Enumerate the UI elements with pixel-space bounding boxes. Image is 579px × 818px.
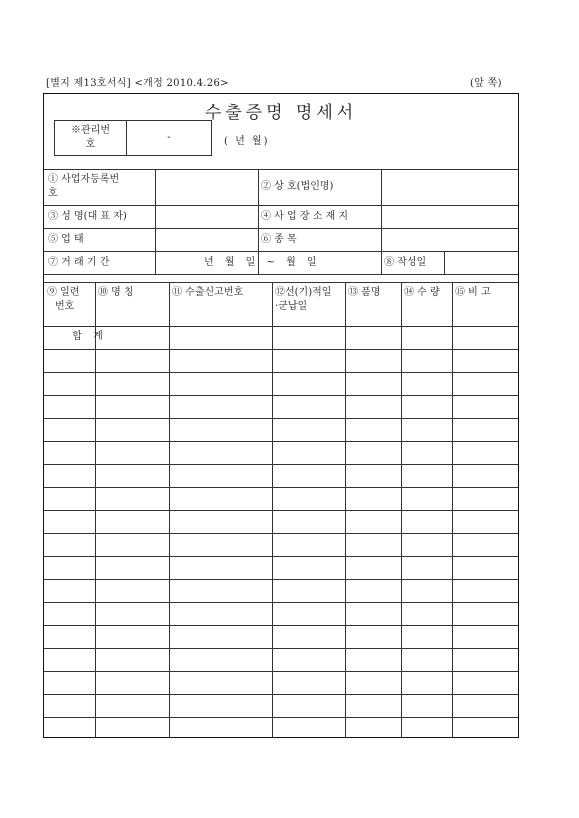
table-cell[interactable] bbox=[273, 373, 345, 395]
column-header: ⑨ 일련 번호 bbox=[47, 287, 80, 312]
table-cell[interactable] bbox=[453, 603, 518, 625]
column-header: ⑭ 수 량 bbox=[404, 287, 440, 298]
table-cell[interactable] bbox=[346, 511, 401, 533]
table-cell[interactable] bbox=[45, 534, 95, 556]
table-cell[interactable] bbox=[453, 488, 518, 510]
table-cell[interactable] bbox=[453, 465, 518, 487]
trade-name-label: ② 상 호(법인명) bbox=[261, 181, 334, 192]
table-cell[interactable] bbox=[96, 373, 169, 395]
table-cell[interactable] bbox=[96, 396, 169, 418]
table-cell[interactable] bbox=[96, 488, 169, 510]
table-cell[interactable] bbox=[45, 557, 95, 579]
form-reference: [별지 제13호서식] <개정 2010.4.26> bbox=[46, 78, 229, 89]
trade-period-value[interactable]: 년 월 일 ~ 월 일 bbox=[204, 257, 317, 268]
table-cell[interactable] bbox=[346, 396, 401, 418]
table-cell[interactable] bbox=[96, 649, 169, 671]
table-cell[interactable] bbox=[45, 580, 95, 602]
divider bbox=[44, 251, 518, 252]
table-cell[interactable] bbox=[453, 557, 518, 579]
table-cell[interactable] bbox=[45, 350, 95, 372]
table-cell[interactable] bbox=[45, 695, 95, 717]
table-cell[interactable] bbox=[273, 580, 345, 602]
table-cell[interactable] bbox=[45, 649, 95, 671]
table-cell[interactable] bbox=[402, 603, 452, 625]
table-cell[interactable] bbox=[273, 695, 345, 717]
table-cell[interactable] bbox=[170, 534, 272, 556]
table-cell[interactable] bbox=[170, 396, 272, 418]
table-cell[interactable] bbox=[453, 534, 518, 556]
table-cell[interactable] bbox=[402, 649, 452, 671]
business-item-label: ⑥ 종 목 bbox=[261, 234, 297, 245]
table-cell[interactable] bbox=[453, 396, 518, 418]
table-cell[interactable] bbox=[170, 488, 272, 510]
table-cell[interactable] bbox=[170, 603, 272, 625]
table-cell[interactable] bbox=[170, 350, 272, 372]
table-cell[interactable] bbox=[45, 396, 95, 418]
table-cell[interactable] bbox=[453, 511, 518, 533]
table-cell[interactable] bbox=[96, 695, 169, 717]
table-cell[interactable] bbox=[402, 557, 452, 579]
divider bbox=[44, 228, 518, 229]
table-cell[interactable] bbox=[453, 580, 518, 602]
table-cell[interactable] bbox=[273, 396, 345, 418]
period-field[interactable]: ( 년 월) bbox=[224, 136, 270, 147]
table-cell[interactable] bbox=[96, 557, 169, 579]
divider bbox=[44, 274, 518, 275]
table-cell[interactable] bbox=[45, 465, 95, 487]
table-cell[interactable] bbox=[346, 672, 401, 694]
table-cell[interactable] bbox=[402, 350, 452, 372]
table-cell[interactable] bbox=[402, 718, 452, 740]
table-cell[interactable] bbox=[45, 626, 95, 648]
form-title: 수출증명 명세서 bbox=[204, 103, 358, 123]
table-cell[interactable] bbox=[96, 672, 169, 694]
trade-period-label: ⑦ 거 래 기 간 bbox=[48, 257, 110, 268]
table-cell[interactable] bbox=[402, 695, 452, 717]
divider bbox=[381, 251, 382, 274]
management-number-value[interactable]: - bbox=[167, 132, 171, 143]
table-cell[interactable] bbox=[402, 419, 452, 441]
table-cell[interactable] bbox=[453, 373, 518, 395]
table-cell[interactable] bbox=[96, 580, 169, 602]
created-date-label: ⑧ 작성일 bbox=[384, 257, 427, 268]
table-cell[interactable] bbox=[273, 465, 345, 487]
column-header: ⑬ 품명 bbox=[348, 287, 381, 298]
table-cell[interactable] bbox=[453, 626, 518, 648]
divider bbox=[44, 282, 518, 283]
table-cell[interactable] bbox=[170, 718, 272, 740]
table-cell[interactable] bbox=[453, 442, 518, 464]
table-cell[interactable] bbox=[273, 442, 345, 464]
table-cell[interactable] bbox=[96, 718, 169, 740]
business-address-label: ④ 사 업 장 소 재 지 bbox=[261, 211, 349, 222]
table-cell[interactable] bbox=[170, 419, 272, 441]
table-cell[interactable] bbox=[170, 695, 272, 717]
table-cell[interactable] bbox=[45, 511, 95, 533]
table-cell[interactable] bbox=[273, 534, 345, 556]
divider bbox=[44, 205, 518, 206]
column-header: ⑪ 수출신고번호 bbox=[172, 287, 244, 298]
table-cell[interactable] bbox=[170, 373, 272, 395]
table-cell[interactable] bbox=[453, 718, 518, 740]
table-cell[interactable] bbox=[96, 419, 169, 441]
divider bbox=[381, 169, 382, 251]
business-type-label: ⑤ 업 태 bbox=[48, 234, 84, 245]
table-cell[interactable] bbox=[170, 626, 272, 648]
divider bbox=[444, 251, 445, 274]
table-cell[interactable] bbox=[402, 488, 452, 510]
table-cell[interactable] bbox=[346, 695, 401, 717]
table-cell[interactable] bbox=[346, 419, 401, 441]
management-number-box bbox=[54, 120, 212, 156]
table-cell[interactable] bbox=[273, 557, 345, 579]
table-cell[interactable] bbox=[170, 672, 272, 694]
table-cell[interactable] bbox=[45, 442, 95, 464]
table-cell[interactable] bbox=[273, 649, 345, 671]
export-certificate-form bbox=[43, 93, 519, 738]
table-cell[interactable] bbox=[346, 603, 401, 625]
table-cell[interactable] bbox=[45, 672, 95, 694]
table-cell[interactable] bbox=[346, 557, 401, 579]
table-cell[interactable] bbox=[402, 534, 452, 556]
table-cell[interactable] bbox=[346, 649, 401, 671]
table-cell[interactable] bbox=[402, 580, 452, 602]
column-header: ⑩ 명 칭 bbox=[98, 287, 134, 298]
table-cell[interactable] bbox=[170, 511, 272, 533]
table-cell[interactable] bbox=[273, 718, 345, 740]
table-cell[interactable] bbox=[170, 465, 272, 487]
column-header: ⑮ 비 고 bbox=[455, 287, 491, 298]
table-cell[interactable] bbox=[346, 442, 401, 464]
table-cell[interactable] bbox=[170, 442, 272, 464]
table-cell[interactable] bbox=[346, 580, 401, 602]
table-cell[interactable] bbox=[346, 465, 401, 487]
table-cell[interactable] bbox=[45, 419, 95, 441]
table-cell[interactable] bbox=[346, 373, 401, 395]
table-cell[interactable] bbox=[96, 350, 169, 372]
table-cell[interactable] bbox=[45, 373, 95, 395]
table-cell[interactable] bbox=[402, 373, 452, 395]
table-cell[interactable] bbox=[273, 350, 345, 372]
business-reg-no-label: ① 사업자등록번 호 bbox=[48, 174, 120, 199]
table-cell[interactable] bbox=[402, 672, 452, 694]
representative-name-label: ③ 성 명(대 표 자) bbox=[48, 211, 127, 222]
management-number-label: ※관리번 호 bbox=[55, 121, 127, 155]
table-cell[interactable] bbox=[453, 649, 518, 671]
table-cell[interactable] bbox=[346, 488, 401, 510]
table-cell[interactable] bbox=[96, 626, 169, 648]
table-cell[interactable] bbox=[273, 419, 345, 441]
table-cell[interactable] bbox=[346, 718, 401, 740]
table-cell[interactable] bbox=[453, 419, 518, 441]
table-cell[interactable] bbox=[402, 465, 452, 487]
table-cell[interactable] bbox=[273, 626, 345, 648]
table-cell[interactable] bbox=[273, 511, 345, 533]
table-cell[interactable] bbox=[96, 603, 169, 625]
table-cell[interactable] bbox=[45, 603, 95, 625]
divider bbox=[155, 169, 156, 274]
table-cell[interactable] bbox=[96, 534, 169, 556]
table-cell[interactable] bbox=[45, 718, 95, 740]
table-cell[interactable] bbox=[402, 626, 452, 648]
table-cell[interactable] bbox=[346, 534, 401, 556]
divider bbox=[44, 169, 518, 170]
table-cell[interactable] bbox=[453, 695, 518, 717]
table-cell[interactable] bbox=[346, 626, 401, 648]
table-cell[interactable] bbox=[402, 511, 452, 533]
column-header: ⑫선(기)적일 ·군납일 bbox=[275, 287, 332, 312]
table-cell[interactable] bbox=[96, 442, 169, 464]
table-cell[interactable] bbox=[96, 465, 169, 487]
table-cell[interactable] bbox=[453, 350, 518, 372]
table-divider bbox=[44, 326, 518, 327]
table-cell[interactable] bbox=[273, 488, 345, 510]
table-cell[interactable] bbox=[402, 442, 452, 464]
page-side-label: (앞 쪽) bbox=[470, 78, 502, 89]
table-cell[interactable] bbox=[170, 649, 272, 671]
table-cell[interactable] bbox=[273, 603, 345, 625]
table-cell[interactable] bbox=[402, 396, 452, 418]
table-cell[interactable] bbox=[273, 672, 345, 694]
table-cell[interactable] bbox=[346, 350, 401, 372]
table-cell[interactable] bbox=[453, 672, 518, 694]
table-cell[interactable] bbox=[170, 557, 272, 579]
total-label: 합 계 bbox=[72, 331, 107, 342]
table-cell[interactable] bbox=[170, 580, 272, 602]
table-cell[interactable] bbox=[45, 488, 95, 510]
table-cell[interactable] bbox=[96, 511, 169, 533]
